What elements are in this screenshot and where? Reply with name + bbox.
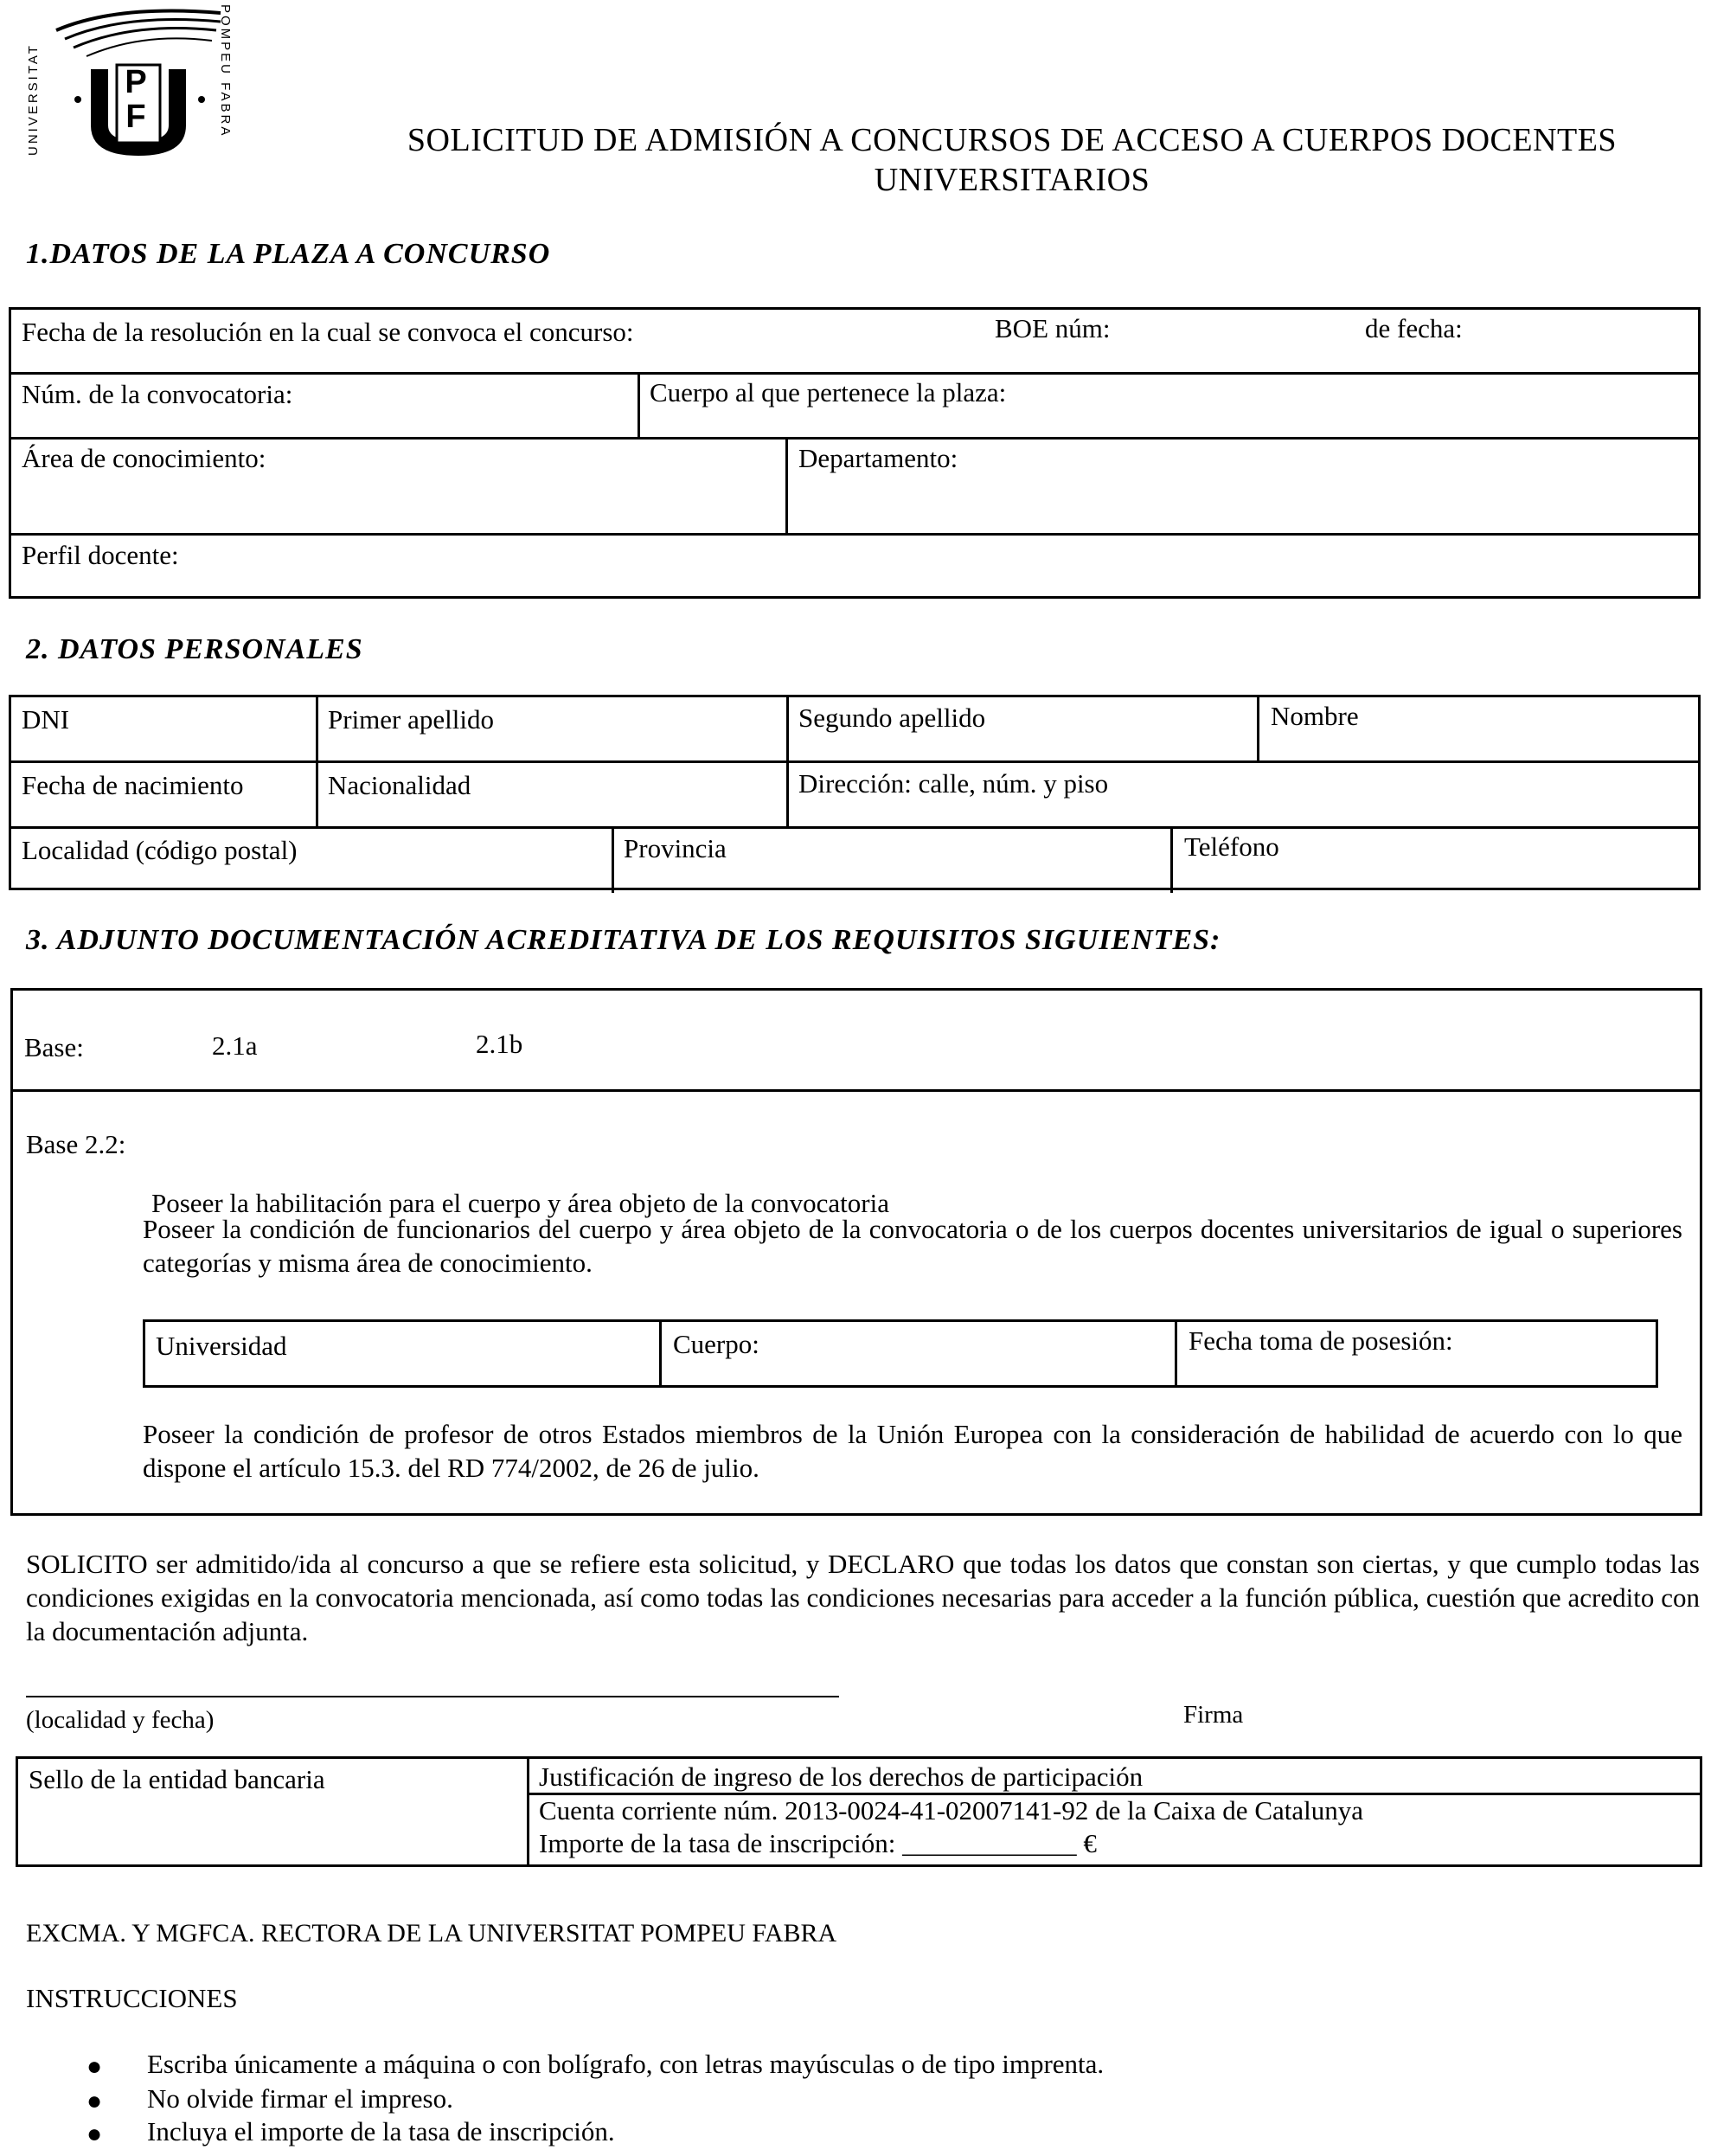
option-habilitacion[interactable]: Poseer la habilitación para el cuerpo y área objeto de la convocatoria (151, 1188, 889, 1218)
perfil-docente-label[interactable]: Perfil docente: (22, 540, 179, 570)
nacionalidad-label[interactable]: Nacionalidad (328, 770, 471, 800)
base-2-1b-option[interactable]: 2.1b (476, 1029, 523, 1059)
bank-table (16, 1756, 1702, 1867)
fecha-posesion-label[interactable]: Fecha toma de posesión: (1189, 1325, 1453, 1356)
cuenta-corriente-text: Cuenta corriente núm. 2013-0024-41-02007141-92 de la Caixa de Catalunya (539, 1795, 1363, 1826)
segundo-apellido-label[interactable]: Segundo apellido (798, 703, 986, 733)
sello-entidad-label[interactable]: Sello de la entidad bancaria (29, 1764, 325, 1794)
nombre-label[interactable]: Nombre (1271, 701, 1359, 731)
de-fecha-label[interactable]: de fecha: (1365, 313, 1463, 343)
fecha-nacimiento-label[interactable]: Fecha de nacimiento (22, 770, 244, 800)
form-title-line2: UNIVERSITARIOS (874, 162, 1150, 198)
list-item: Incluya el importe de la tasa de inscripción. (147, 2116, 615, 2146)
base-2-2-label: Base 2.2: (26, 1129, 126, 1159)
section1-table (9, 307, 1701, 599)
declaration-text: SOLICITO ser admitido/ida al concurso a que se refiere esta solicitud, y DECLARO que todas los datos que constan son ciertas, y que cumplo todas las condiciones exigidas en la convocatoria mencionada, así como todas las condiciones necesarias para acceder a la función pública, cuestión que acredito con la documentación adjunta. (26, 1549, 1700, 1646)
bullet-icon: ● (86, 2120, 103, 2148)
option-funcionarios[interactable]: Poseer la condición de funcionarios del cuerpo y área objeto de la convocatoria o de los cuerpos docentes universitarios de igual o superiores categorías y misma área de conocimiento. (143, 1214, 1682, 1278)
cuerpo-label[interactable]: Cuerpo: (673, 1329, 759, 1359)
place-date-label: (localidad y fecha) (26, 1706, 215, 1734)
importe-tasa-field[interactable]: Importe de la tasa de inscripción: _____________ € (539, 1828, 1097, 1858)
fecha-resolucion-label[interactable]: Fecha de la resolución en la cual se convoca el concurso: (22, 317, 634, 347)
form-title-line1: SOLICITUD DE ADMISIÓN A CONCURSOS DE ACCESO A CUERPOS DOCENTES (407, 122, 1618, 158)
provincia-label[interactable]: Provincia (624, 833, 727, 863)
addressee-text: EXCMA. Y MGFCA. RECTORA DE LA UNIVERSITAT POMPEU FABRA (26, 1919, 837, 1947)
place-date-line[interactable] (26, 1696, 839, 1697)
logo-letters: P F (125, 64, 147, 135)
area-conocimiento-label[interactable]: Área de conocimiento: (22, 443, 266, 473)
option-profesor-ue[interactable]: Poseer la condición de profesor de otros Estados miembros de la Unión Europea con la consideración de habilidad de acuerdo con lo que dispone el artículo 15.3. del RD 774/2002, de 26 de julio. (143, 1419, 1682, 1483)
departamento-label[interactable]: Departamento: (798, 443, 958, 473)
logo-left-text: UNIVERSITAT (26, 43, 41, 156)
firma-label: Firma (1183, 1701, 1244, 1729)
num-convocatoria-label[interactable]: Núm. de la convocatoria: (22, 379, 293, 409)
instructions-heading: INSTRUCCIONES (26, 1983, 238, 2013)
section2-table (9, 695, 1701, 890)
list-item: No olvide firmar el impreso. (147, 2083, 453, 2114)
logo-right-text: POMPEU FABRA (218, 4, 233, 138)
justificacion-label: Justificación de ingreso de los derechos de participación (539, 1761, 1144, 1792)
dni-label[interactable]: DNI (22, 704, 70, 735)
direccion-label[interactable]: Dirección: calle, núm. y piso (798, 768, 1109, 799)
localidad-label[interactable]: Localidad (código postal) (22, 835, 298, 865)
list-item: Escriba únicamente a máquina o con bolígrafo, con letras mayúsculas o de tipo imprenta. (147, 2049, 1105, 2079)
cuerpo-plaza-label[interactable]: Cuerpo al que pertenece la plaza: (650, 377, 1007, 407)
bullet-icon: ● (86, 2087, 103, 2115)
primer-apellido-label[interactable]: Primer apellido (328, 704, 494, 735)
universidad-table (143, 1319, 1658, 1388)
boe-num-label[interactable]: BOE núm: (995, 313, 1111, 343)
universidad-label[interactable]: Universidad (156, 1331, 287, 1361)
section3-box (10, 988, 1702, 1516)
telefono-label[interactable]: Teléfono (1184, 831, 1279, 862)
bullet-icon: ● (86, 2052, 103, 2081)
section3-heading: 3. ADJUNTO DOCUMENTACIÓN ACREDITATIVA DE LOS REQUISITOS SIGUIENTES: (26, 924, 1221, 956)
base-2-1a-option[interactable]: 2.1a (212, 1030, 258, 1061)
section1-heading: 1.DATOS DE LA PLAZA A CONCURSO (26, 238, 551, 270)
section2-heading: 2. DATOS PERSONALES (26, 633, 363, 665)
base-label: Base: (24, 1032, 84, 1062)
